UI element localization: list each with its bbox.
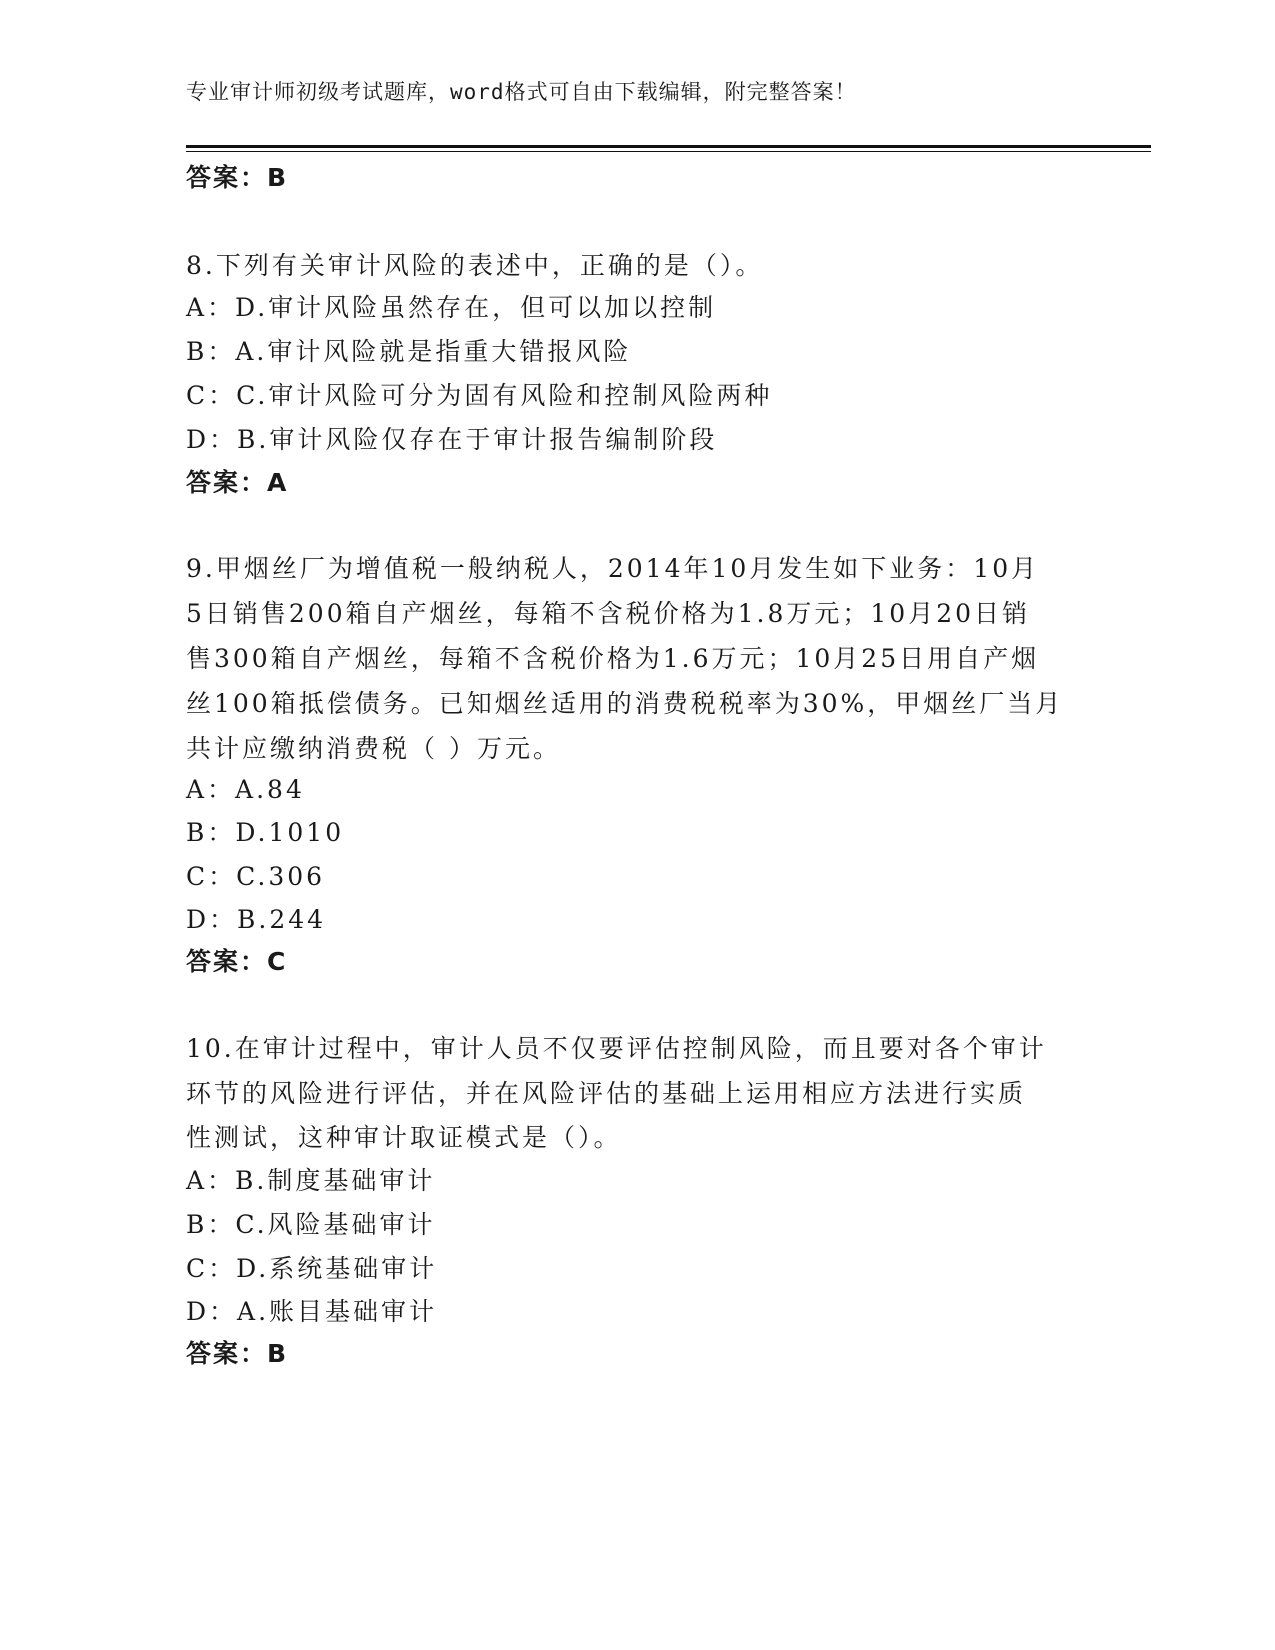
header-rule-thin — [186, 151, 1151, 152]
header-note: 专业审计师初级考试题库，word格式可自由下载编辑，附完整答案！ — [186, 80, 857, 104]
question-10-option-c: C：D.系统基础审计 — [186, 1254, 438, 1283]
question-9-option-d: D：B.244 — [186, 905, 327, 934]
question-8-stem: 8.下列有关审计风险的表述中，正确的是（）。 — [186, 251, 764, 280]
question-9-stem-line: 售300箱自产烟丝，每箱不含税价格为1.6万元；10月25日用自产烟 — [186, 644, 1040, 673]
question-10-option-a: A：B.制度基础审计 — [186, 1166, 436, 1195]
question-9-option-b: B：D.1010 — [186, 818, 345, 847]
question-10-option-d: D：A.账目基础审计 — [186, 1297, 438, 1326]
question-9-option-a: A：A.84 — [186, 775, 305, 804]
question-9-stem-line: 9.甲烟丝厂为增值税一般纳税人，2014年10月发生如下业务：10月 — [186, 554, 1040, 583]
answer-previous: 答案：B — [186, 163, 289, 192]
question-10-option-b: B：C.风险基础审计 — [186, 1210, 436, 1239]
header-rule-thick — [186, 145, 1151, 148]
question-9-stem-line: 5日销售200箱自产烟丝，每箱不含税价格为1.8万元；10月20日销 — [186, 599, 1031, 628]
question-10-stem-line: 环节的风险进行评估，并在风险评估的基础上运用相应方法进行实质 — [186, 1079, 1027, 1108]
question-10-answer: 答案：B — [186, 1339, 289, 1368]
question-8-option-b: B：A.审计风险就是指重大错报风险 — [186, 337, 632, 366]
question-8-option-d: D：B.审计风险仅存在于审计报告编制阶段 — [186, 425, 718, 454]
question-9-stem-line: 丝100箱抵偿债务。已知烟丝适用的消费税税率为30%，甲烟丝厂当月 — [186, 689, 1064, 718]
question-8-option-a: A：D.审计风险虽然存在，但可以加以控制 — [186, 293, 717, 322]
question-8-answer: 答案：A — [186, 468, 289, 497]
question-9-stem-line: 共计应缴纳消费税（ ）万元。 — [186, 734, 561, 763]
question-10-stem-line: 10.在审计过程中，审计人员不仅要评估控制风险，而且要对各个审计 — [186, 1034, 1047, 1063]
question-8-option-c: C：C.审计风险可分为固有风险和控制风险两种 — [186, 381, 773, 410]
question-9-answer: 答案：C — [186, 947, 288, 976]
question-10-stem-line: 性测试，这种审计取证模式是（）。 — [186, 1123, 622, 1152]
question-9-option-c: C：C.306 — [186, 862, 326, 891]
